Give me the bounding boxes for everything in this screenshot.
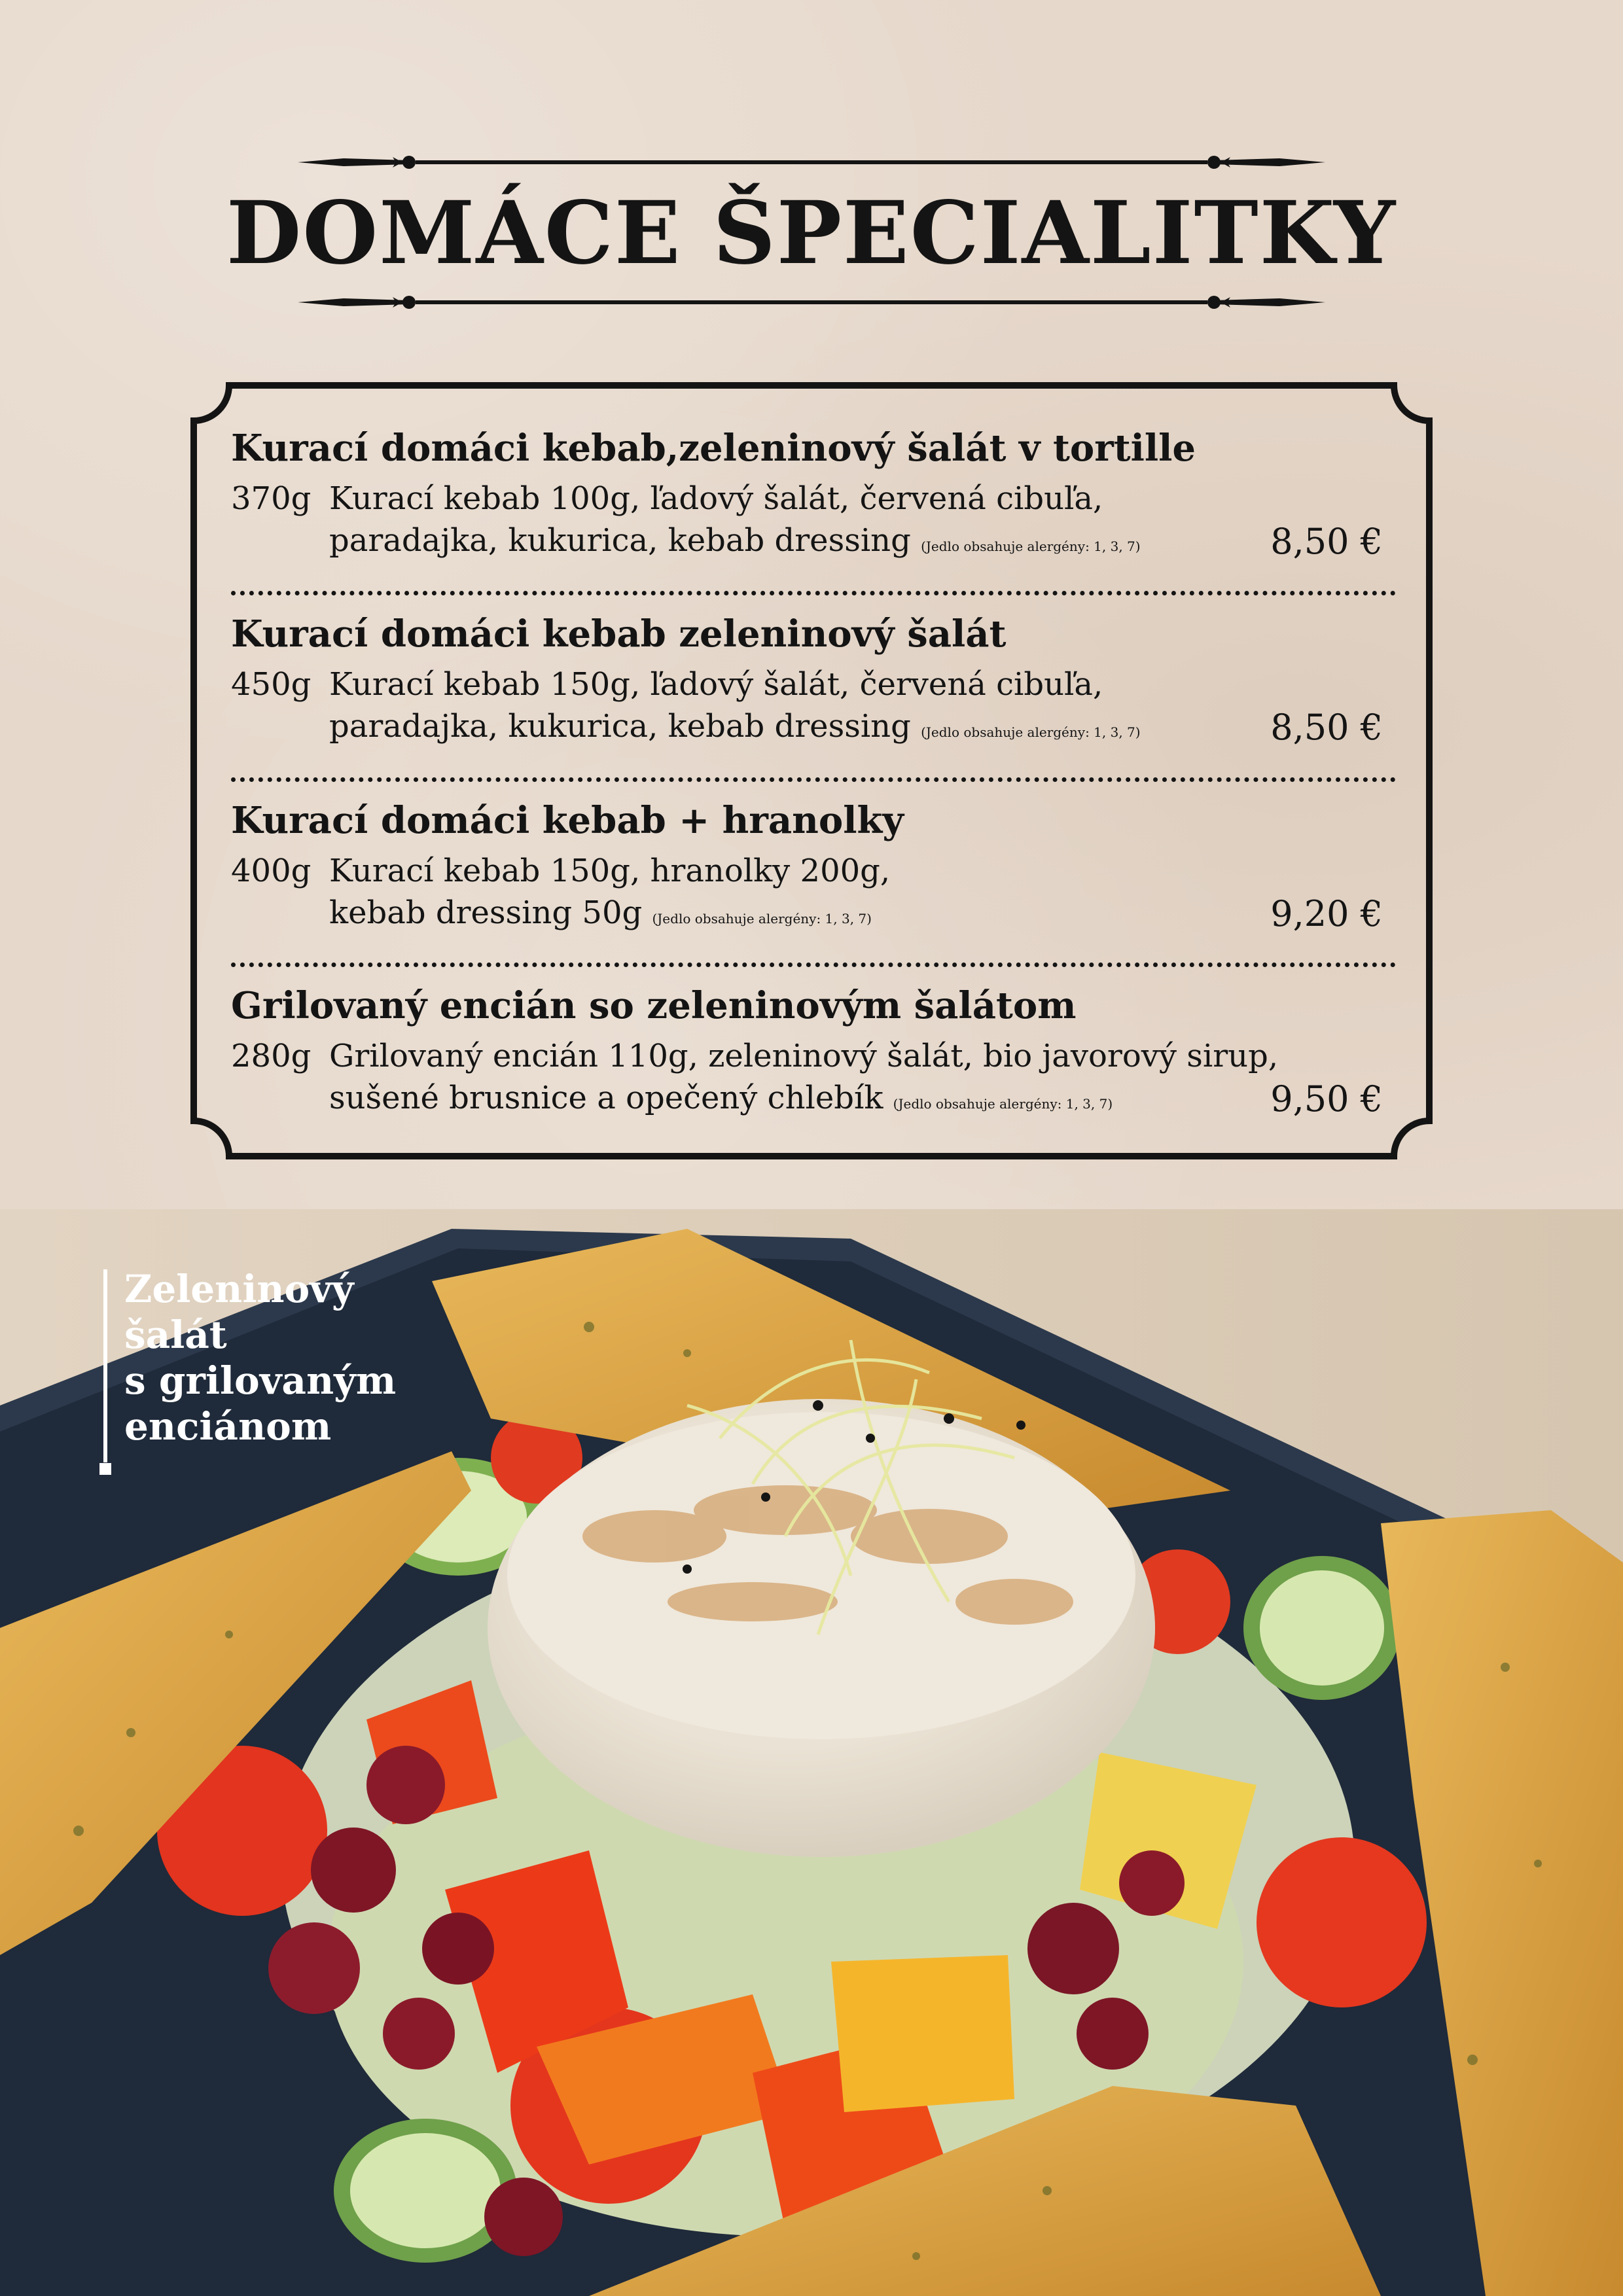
page-title: DOMÁCE ŠPECIALITKY — [226, 183, 1397, 284]
item-description — [329, 478, 1141, 567]
description-line: Kurací kebab 100g, ľadový šalát, červená cibuľa, — [329, 480, 1103, 517]
allergen-note: (Jedlo obsahuje alergény: 1, 3, 7) — [921, 724, 1141, 740]
dotted-divider — [231, 963, 1396, 967]
top-ornament — [298, 149, 1325, 175]
menu-item — [231, 798, 1383, 942]
item-name: Kurací domáci kebab zeleninový šalát — [231, 612, 1007, 656]
item-description — [329, 663, 1141, 753]
caption-accent-line — [103, 1269, 107, 1462]
item-price: 8,50 € — [1270, 521, 1383, 562]
dotted-divider — [231, 777, 1396, 782]
item-name: Kurací domáci kebab,zeleninový šalát v tortille — [231, 427, 1196, 470]
description-line — [329, 892, 890, 940]
allergen-note: (Jedlo obsahuje alergény: 1, 3, 7) — [921, 539, 1141, 554]
item-price: 9,20 € — [1270, 893, 1383, 934]
item-weight: 370g — [231, 480, 312, 517]
description-line: Kurací kebab 150g, hranolky 200g, — [329, 853, 891, 889]
caption-accent-dot — [99, 1463, 111, 1475]
item-price: 9,50 € — [1270, 1078, 1383, 1120]
item-description — [329, 850, 890, 940]
item-weight: 280g — [231, 1038, 312, 1074]
item-weight: 400g — [231, 853, 312, 889]
item-name: Grilovaný encián so zeleninovým šalátom — [231, 984, 1077, 1027]
item-weight: 450g — [231, 666, 312, 703]
allergen-note: (Jedlo obsahuje alergény: 1, 3, 7) — [652, 911, 872, 927]
description-line: Kurací kebab 150g, ľadový šalát, červená cibuľa, — [329, 666, 1103, 703]
description-text: kebab dressing 50g — [329, 894, 643, 931]
caption-line-text: Zeleninový — [124, 1267, 354, 1311]
caption-line-text: šalát — [124, 1313, 227, 1357]
description-text: paradajka, kukurica, kebab dressing — [329, 708, 911, 745]
allergen-note: (Jedlo obsahuje alergény: 1, 3, 7) — [893, 1096, 1113, 1112]
menu-item — [231, 983, 1383, 1127]
bottom-ornament — [298, 289, 1325, 315]
description-text: paradajka, kukurica, kebab dressing — [329, 522, 911, 559]
description-line — [329, 705, 1141, 753]
item-name: Kurací domáci kebab + hranolky — [231, 799, 904, 842]
description-line — [329, 520, 1141, 567]
description-line: Grilovaný encián 110g, zeleninový šalát, bio javorový sirup, — [329, 1038, 1279, 1074]
photo-caption — [124, 1266, 396, 1449]
menu-item — [231, 425, 1383, 569]
dotted-divider — [231, 591, 1396, 595]
item-description — [329, 1035, 1278, 1125]
caption-line-text: s grilovaným — [124, 1358, 397, 1403]
description-line — [329, 1077, 1278, 1125]
menu-item — [231, 611, 1383, 755]
caption-line-text: enciánom — [124, 1404, 332, 1449]
item-price: 8,50 € — [1270, 707, 1383, 748]
description-text: sušené brusnice a opečený chlebík — [329, 1080, 883, 1116]
